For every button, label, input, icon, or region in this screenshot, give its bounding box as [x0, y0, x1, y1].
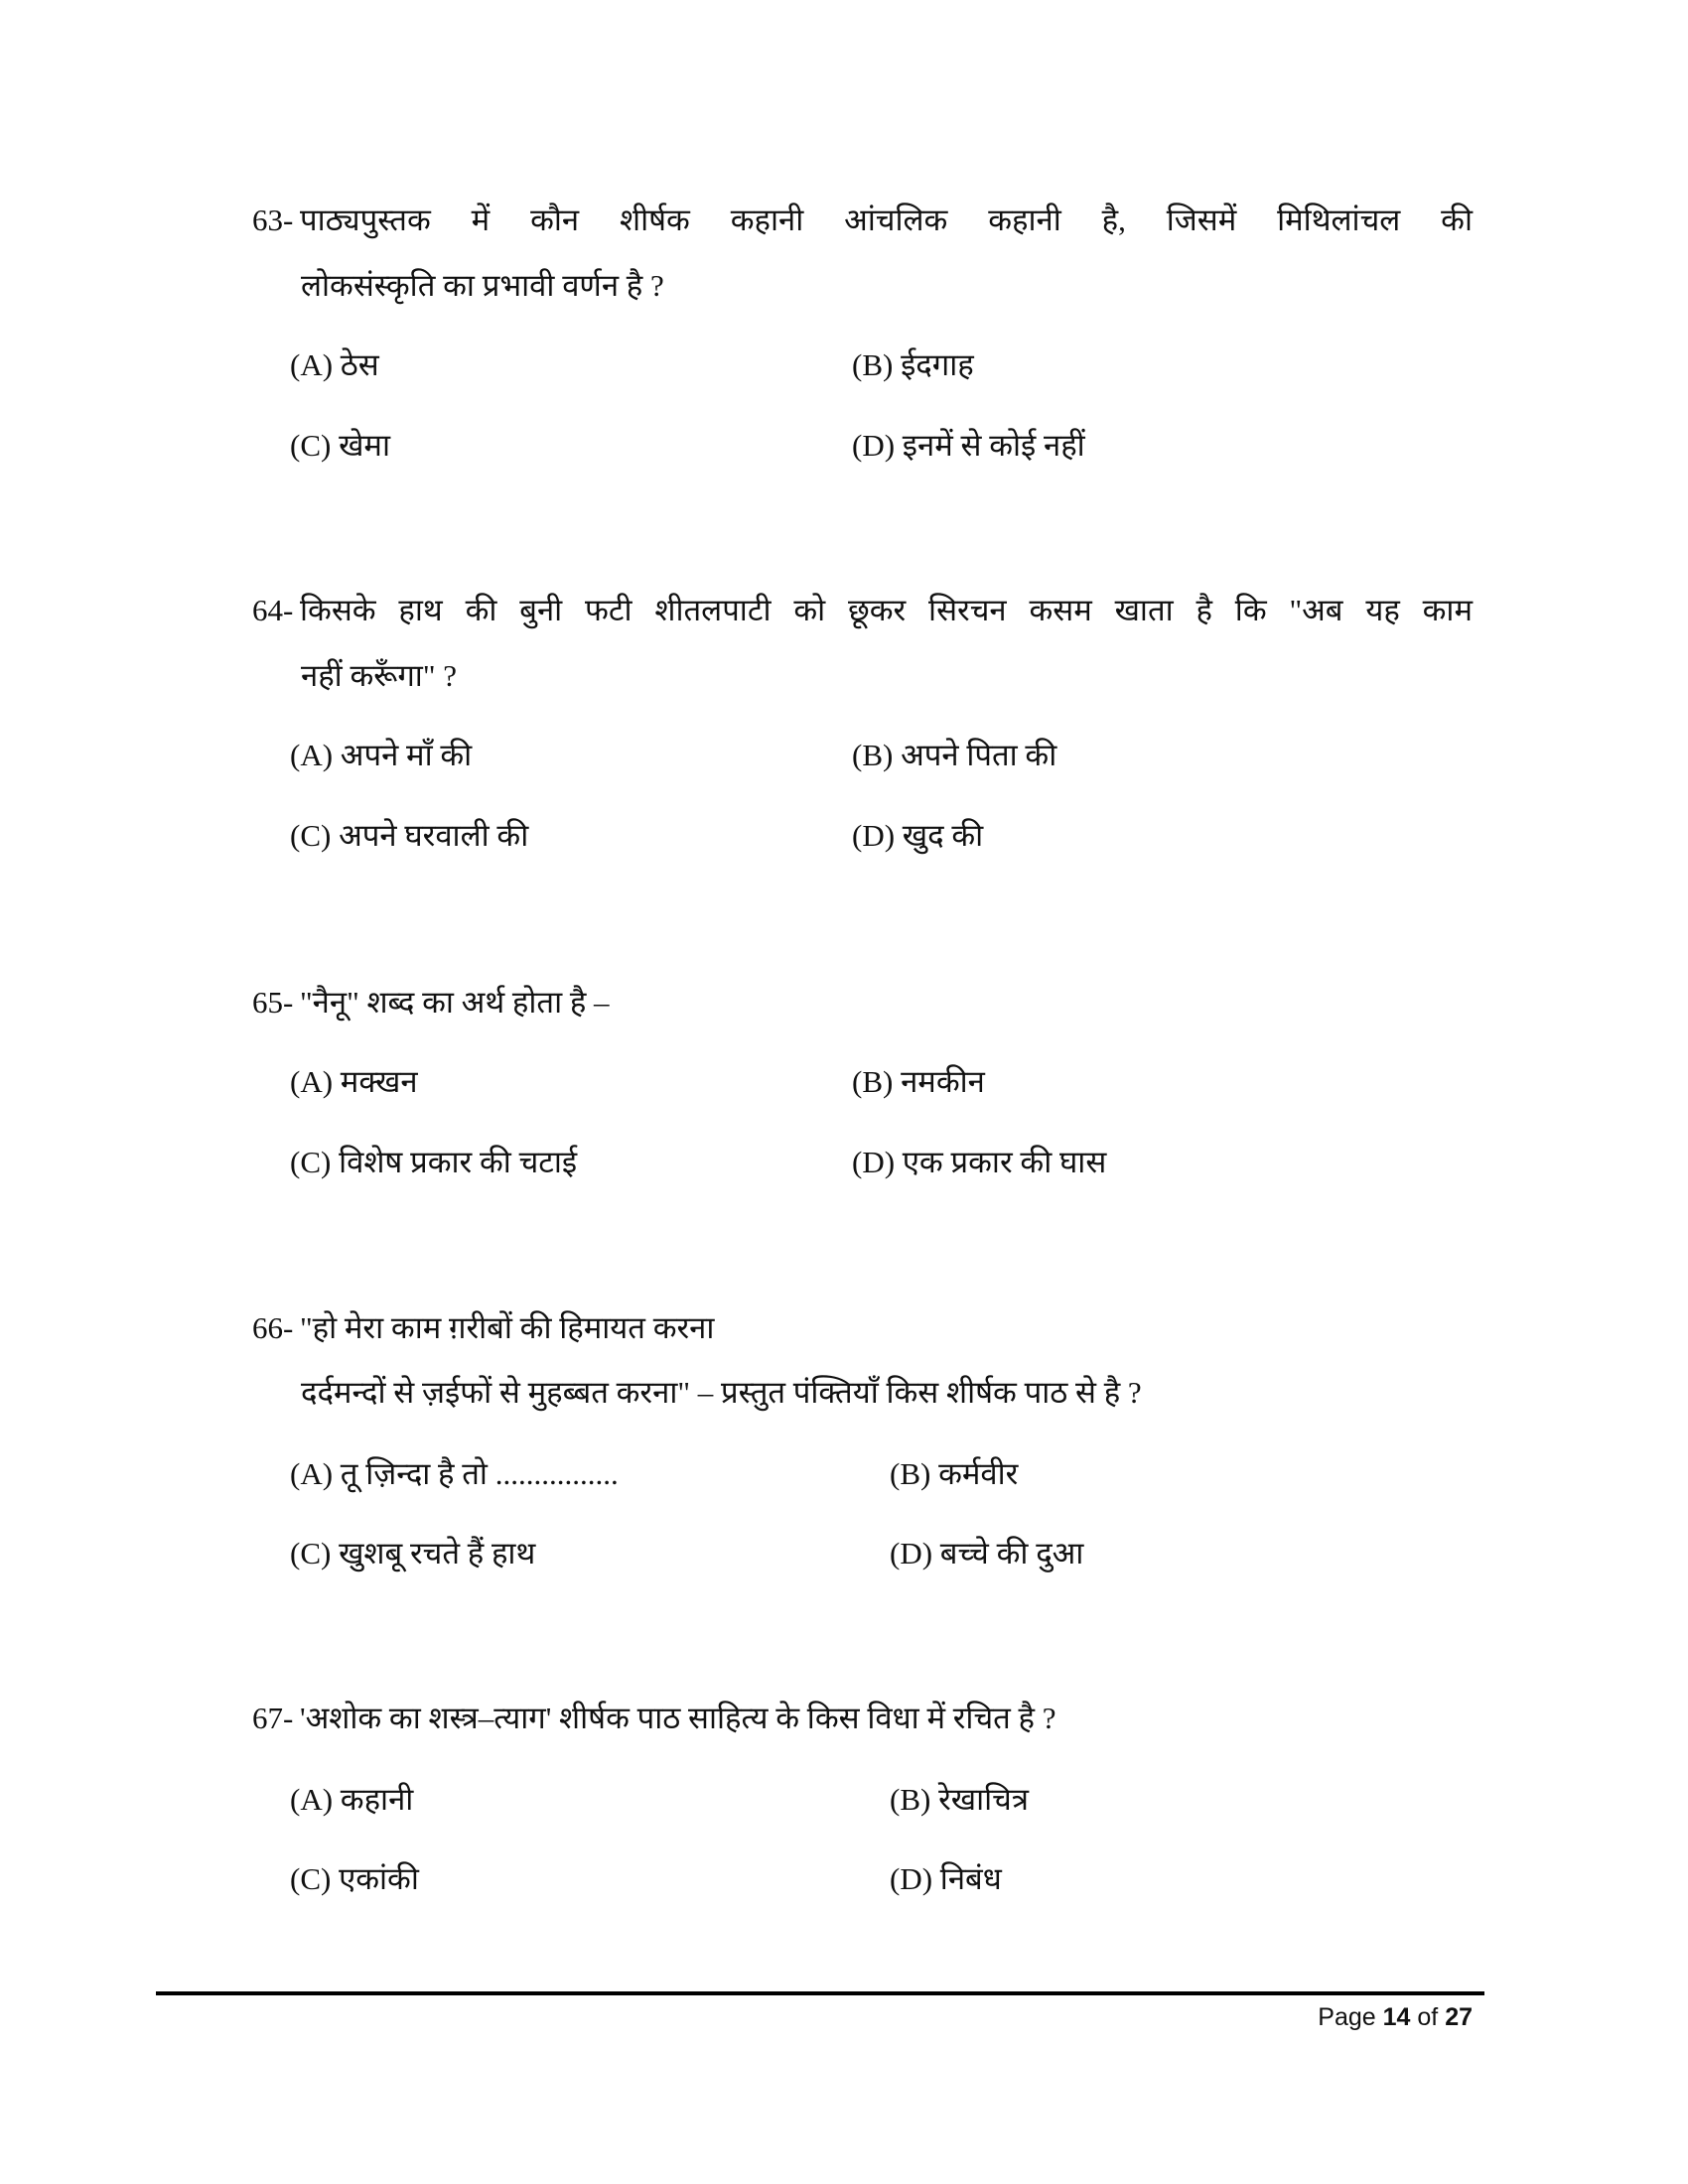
page-number: [1318, 2003, 1473, 2032]
question-number: 65-: [252, 985, 294, 1020]
option-a: (A) तू ज़िन्दा है तो ................: [290, 1456, 619, 1491]
option-d: (D) इनमें से कोई नहीं: [852, 428, 1085, 463]
question-text: "नैनू" शब्द का अर्थ होता है –: [300, 985, 610, 1020]
option-c: (C) एकांकी: [290, 1861, 419, 1896]
question-number: 63-: [252, 203, 294, 237]
question-number: 64-: [252, 593, 294, 627]
page-label: Page: [1318, 2003, 1376, 2031]
option-c: (C) अपने घरवाली की: [290, 818, 529, 853]
current-page: 14: [1382, 2003, 1411, 2031]
question-text: लोकसंस्कृति का प्रभावी वर्णन है ?: [301, 268, 664, 303]
option-b: (B) रेखाचित्र: [890, 1782, 1029, 1817]
option-c: (C) विशेष प्रकार की चटाई: [290, 1145, 578, 1179]
option-b: (B) नमकीन: [852, 1064, 985, 1099]
option-d: (D) एक प्रकार की घास: [852, 1145, 1107, 1179]
option-d: (D) खुद की: [852, 818, 984, 853]
question-text: "हो मेरा काम ग़रीबों की हिमायत करना: [300, 1310, 715, 1345]
option-b: (B) कर्मवीर: [890, 1456, 1019, 1491]
option-b: (B) ईदगाह: [852, 347, 974, 382]
of-label: of: [1417, 2003, 1439, 2031]
total-pages: 27: [1445, 2003, 1473, 2031]
option-c: (C) खेमा: [290, 428, 390, 463]
option-b: (B) अपने पिता की: [852, 738, 1057, 772]
question-text: नहीं करूँगा" ?: [301, 658, 457, 693]
option-c: (C) खुशबू रचते हैं हाथ: [290, 1536, 536, 1570]
option-a: (A) अपने माँ की: [290, 738, 473, 772]
question-text: किसके हाथ की बुनी फटी शीतलपाटी को छूकर सिरचन कसम खाता है कि "अब यह काम: [300, 593, 1473, 627]
question-text: दर्दमन्दों से ज़ईफों से मुहब्बत करना" – प्रस्तुत पंक्तियाँ किस शीर्षक पाठ से है ?: [301, 1375, 1142, 1410]
question-number: 67-: [252, 1701, 294, 1735]
question-number: 66-: [252, 1310, 294, 1345]
option-d: (D) निबंध: [890, 1861, 1002, 1896]
question-text: 'अशोक का शस्त्र–त्याग' शीर्षक पाठ साहित्य के किस विधा में रचित है ?: [300, 1701, 1056, 1735]
question-text: पाठ्यपुस्तक में कौन शीर्षक कहानी आंचलिक कहानी है, जिसमें मिथिलांचल की: [300, 203, 1473, 237]
option-d: (D) बच्चे की दुआ: [890, 1536, 1084, 1570]
footer-divider: [156, 1991, 1484, 1995]
option-a: (A) कहानी: [290, 1782, 414, 1817]
option-a: (A) ठेस: [290, 347, 379, 382]
option-a: (A) मक्खन: [290, 1064, 418, 1099]
